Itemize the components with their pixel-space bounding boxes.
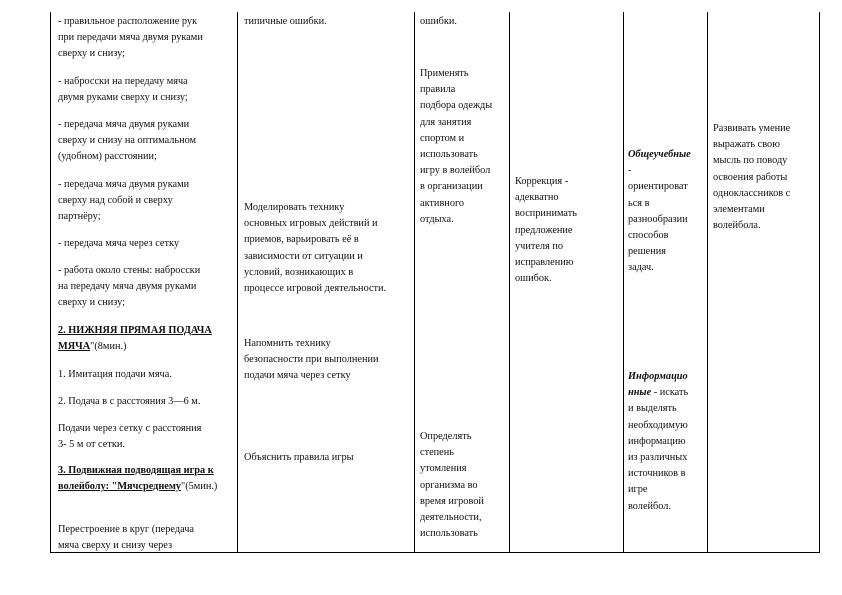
- exercise-text: 1. Имитация подачи мяча.: [58, 369, 172, 380]
- exercise-text: - передача мяча двумя руками сверху над собой и сверху партнёру;: [58, 179, 190, 223]
- teacher-activity: Напомнить технику безопасности при выполнении подачи мяча через сетку: [244, 338, 379, 382]
- exercise-text: - работа около стены: набросски на передачу мяча двумя руками сверху и снизу;: [58, 265, 201, 309]
- exercise-text: - правильное расположение рук при передачи мяча двумя руками сверху и снизу;: [58, 16, 203, 60]
- information-skill-label: Информацио: [628, 371, 688, 382]
- subject-result: Применять правила подбора одежды для занятия спортом и использовать игру в волейбол в организации активного отдыха.: [420, 68, 493, 225]
- section-time: "(5мин.): [181, 481, 218, 493]
- information-skill-text-cont: и выделять необходимую информацию из различных источников в игре волейбол.: [628, 403, 688, 512]
- exercise-text: 2. Подача в с расстояния 3—6 м.: [58, 396, 201, 407]
- regulatory-skill: Коррекция - адекватно воспринимать предложение учителя по исправлению ошибок.: [515, 176, 577, 285]
- section-time: "(8мин.): [90, 341, 127, 353]
- exercise-text: Подачи через сетку с расстояния 3- 5 м от сетки.: [58, 423, 202, 451]
- section-heading-serve-title: 2. НИЖНЯЯ ПРЯМАЯ ПОДАЧА МЯЧА: [58, 325, 212, 353]
- exercise-text: - передача мяча двумя руками сверху и снизу на оптимальном (удобном) расстоянии;: [58, 119, 197, 163]
- teacher-activity: Объяснить правила игры: [244, 452, 354, 463]
- cognitive-skill-text: - ориентироват ься в разнообразии способов решения задач.: [628, 165, 688, 274]
- section-heading-game: [58, 463, 236, 495]
- column-divider: [237, 12, 238, 553]
- cognitive-skill-label: Общеучебные: [628, 149, 691, 160]
- column-divider: [509, 12, 510, 553]
- section-heading-serve: [58, 323, 236, 355]
- column-divider: [623, 12, 624, 553]
- section-heading-game-title-cont: среднему: [138, 481, 182, 493]
- teacher-activity: Моделировать технику основных игровых действий и приемов, варьировать её в зависимости от ситуации и условий, возникающих в процессе игровой деятельности.: [244, 202, 387, 295]
- exercise-text: Перестроение в круг (передача мяча сверху и снизу через: [58, 524, 194, 552]
- personal-skill: Развивать умение выражать свою мысль по поводу освоения работы одноклассников с элементами волейбола.: [713, 123, 791, 232]
- subject-result: ошибки.: [420, 16, 457, 27]
- cognitive-skill: [628, 147, 704, 277]
- exercise-text: - передача мяча через сетку: [58, 238, 179, 249]
- information-skill-text: - искать: [651, 387, 689, 399]
- teacher-activity: типичные ошибки.: [244, 16, 327, 27]
- information-skill-label-cont: нные: [628, 387, 652, 399]
- subject-result: Определять степень утомления организма во время игровой деятельности, использовать: [420, 431, 484, 540]
- column-divider: [707, 12, 708, 553]
- column-divider: [414, 12, 415, 553]
- information-skill: [628, 369, 704, 515]
- section-heading-game-title: 3. Подвижная подводящая игра к волейболу: "Мяч: [58, 465, 214, 493]
- exercise-text: - набросски на передачу мяча двумя руками сверху и снизу;: [58, 76, 188, 104]
